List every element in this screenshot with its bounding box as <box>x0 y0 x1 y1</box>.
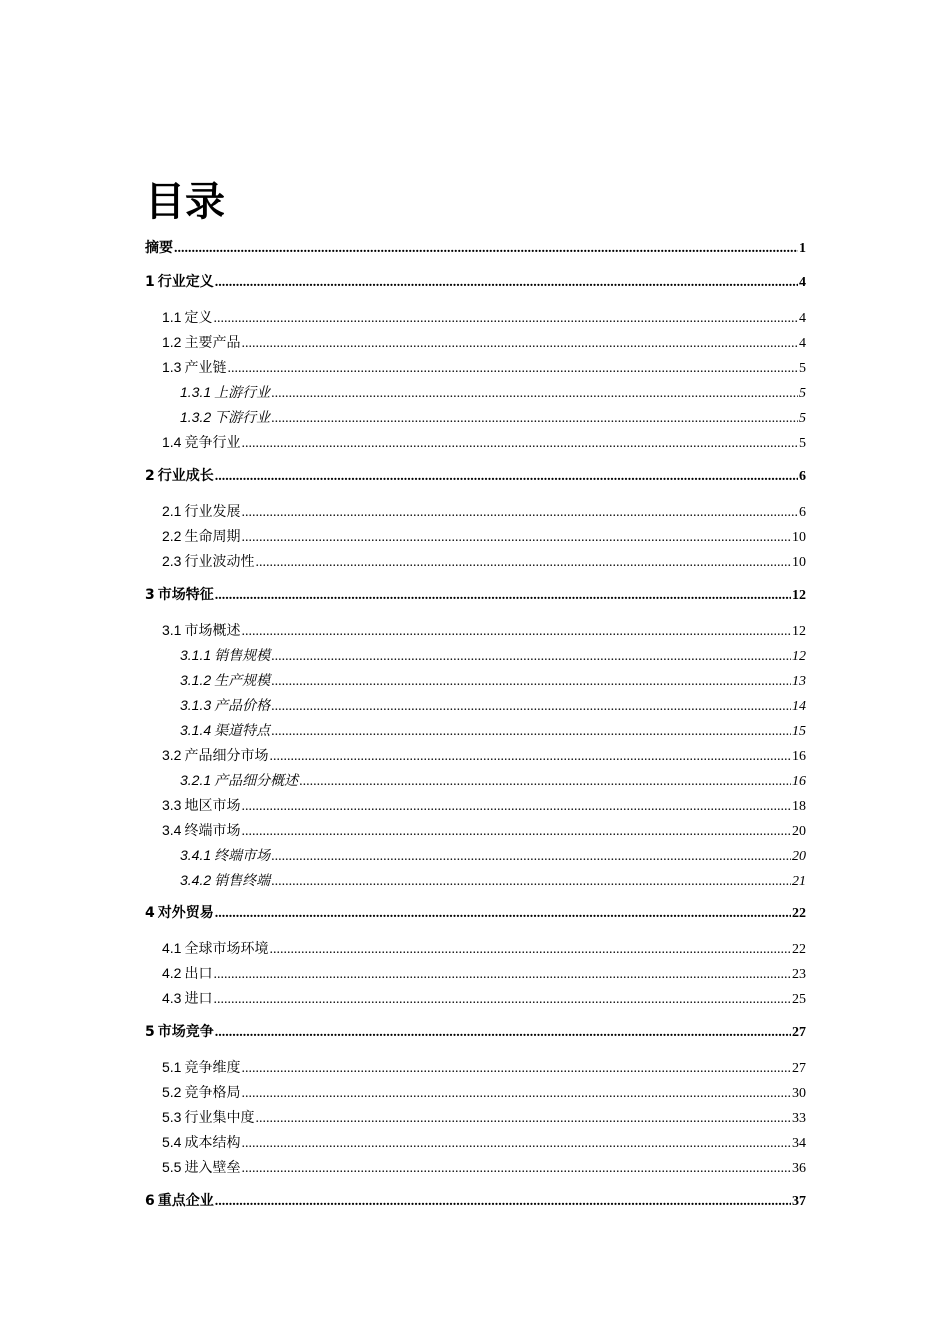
toc-entry-number: 1.4 <box>162 434 182 450</box>
toc-entry-page-number: 12 <box>792 649 806 664</box>
toc-entry-label: 进入壁垒 <box>184 1160 241 1176</box>
dot-leader <box>215 1192 791 1212</box>
toc-entry-page-number: 10 <box>792 555 806 570</box>
toc-entry-page-number: 22 <box>792 906 806 921</box>
toc-entry-page-number: 4 <box>799 275 806 290</box>
dot-leader <box>215 904 791 924</box>
dot-leader <box>213 965 791 985</box>
toc-entry-number: 3.4.2 <box>180 872 212 888</box>
toc-entry-number: 1.3.1 <box>180 384 212 400</box>
dot-leader <box>269 940 791 960</box>
toc-entry-page-number: 23 <box>792 967 806 982</box>
toc-entry-number: 3.3 <box>162 797 182 813</box>
toc-entry-label: 重点企业 <box>157 1193 214 1209</box>
toc-entry-number: 2.2 <box>162 528 182 544</box>
toc-entry-label: 产业链 <box>184 360 227 376</box>
toc-entry-number: 3.1.4 <box>180 722 212 738</box>
toc-entry-page-number: 27 <box>792 1061 806 1076</box>
toc-entry[interactable] <box>162 1157 806 1177</box>
toc-entry[interactable] <box>180 720 806 740</box>
dot-leader <box>215 467 798 487</box>
dot-leader <box>215 273 798 293</box>
dot-leader <box>215 1023 791 1043</box>
toc-entry-number: 4.1 <box>162 940 182 956</box>
toc-entry-number: 1 <box>145 274 155 290</box>
toc-entry[interactable] <box>162 432 806 452</box>
toc-entry-number: 3.1 <box>162 622 182 638</box>
toc-entry-number: 3.4 <box>162 822 182 838</box>
toc-entry-number: 3.2 <box>162 747 182 763</box>
toc-entry-label: 生命周期 <box>184 529 241 545</box>
toc-entry-number: 3.2.1 <box>180 772 212 788</box>
toc-entry-label: 行业波动性 <box>184 554 255 570</box>
toc-entry-label: 出口 <box>184 966 213 982</box>
toc-entry-label: 进口 <box>184 991 213 1007</box>
toc-entry-number: 3.1.3 <box>180 697 212 713</box>
toc-entry[interactable] <box>145 903 806 923</box>
toc-entry-number: 5.2 <box>162 1084 182 1100</box>
toc-entry-page-number: 6 <box>799 505 806 520</box>
toc-entry[interactable] <box>162 357 806 377</box>
toc-entry[interactable] <box>180 645 806 665</box>
toc-entry[interactable] <box>162 820 806 840</box>
toc-entry[interactable] <box>162 988 806 1008</box>
toc-entry-label: 竞争行业 <box>184 435 241 451</box>
toc-entry[interactable] <box>162 551 806 571</box>
dot-leader <box>213 309 798 329</box>
toc-entry[interactable] <box>162 526 806 546</box>
dot-leader <box>299 772 791 792</box>
toc-entry-label: 产品价格 <box>214 698 271 714</box>
toc-entry-page-number: 30 <box>792 1086 806 1101</box>
toc-entry-label: 产品细分概述 <box>214 773 299 789</box>
toc-entry-page-number: 36 <box>792 1161 806 1176</box>
toc-entry[interactable] <box>162 501 806 521</box>
dot-leader <box>271 872 791 892</box>
toc-entry-page-number: 20 <box>792 849 806 864</box>
toc-entry-page-number: 5 <box>799 386 806 401</box>
toc-entry-label: 全球市场环境 <box>184 941 269 957</box>
toc-entry-page-number: 34 <box>792 1136 806 1151</box>
toc-entry-label: 市场概述 <box>184 623 241 639</box>
toc-entry-page-number: 21 <box>792 874 806 889</box>
toc-entry-number: 6 <box>145 1193 155 1209</box>
toc-entry-page-number: 10 <box>792 530 806 545</box>
toc-entry[interactable] <box>162 745 806 765</box>
toc-entry-number: 5.4 <box>162 1134 182 1150</box>
toc-entry-label: 销售规模 <box>214 648 271 664</box>
toc-entry-page-number: 12 <box>792 588 806 603</box>
toc-entry-label: 成本结构 <box>184 1135 241 1151</box>
toc-entry[interactable] <box>180 845 806 865</box>
toc-entry-page-number: 22 <box>792 942 806 957</box>
toc-entry-label: 产品细分市场 <box>184 748 269 764</box>
toc-entry-page-number: 12 <box>792 624 806 639</box>
dot-leader <box>271 647 791 667</box>
toc-entry-number: 5.1 <box>162 1059 182 1075</box>
toc-entry-number: 4.3 <box>162 990 182 1006</box>
toc-entry-number: 1.1 <box>162 309 182 325</box>
dot-leader <box>241 528 791 548</box>
toc-entry-page-number: 4 <box>799 311 806 326</box>
toc-entry-number: 3.4.1 <box>180 847 212 863</box>
toc-entry-page-number: 5 <box>799 361 806 376</box>
dot-leader <box>213 990 791 1010</box>
toc-entry-number: 4.2 <box>162 965 182 981</box>
toc-entry-label: 竞争格局 <box>184 1085 241 1101</box>
dot-leader <box>241 434 798 454</box>
toc-entry-page-number: 16 <box>792 749 806 764</box>
toc-entry-page-number: 27 <box>792 1025 806 1040</box>
toc-entry-number: 4 <box>145 905 155 921</box>
toc-entry[interactable] <box>145 1022 806 1042</box>
toc-entry[interactable] <box>145 272 806 292</box>
toc-entry-page-number: 4 <box>799 336 806 351</box>
dot-leader <box>269 747 791 767</box>
dot-leader <box>255 1109 791 1129</box>
toc-entry-label: 渠道特点 <box>214 723 271 739</box>
toc-entry-page-number: 33 <box>792 1111 806 1126</box>
toc-entry-label: 行业发展 <box>184 504 241 520</box>
toc-entry-label: 销售终端 <box>214 873 271 889</box>
toc-entry[interactable] <box>162 1107 806 1127</box>
toc-entry[interactable] <box>162 938 806 958</box>
toc-entry-label: 市场特征 <box>157 587 214 603</box>
toc-entry[interactable] <box>145 466 806 486</box>
toc-entry[interactable] <box>162 620 806 640</box>
toc-entry[interactable] <box>162 963 806 983</box>
toc-entry-number: 3.1.2 <box>180 672 212 688</box>
toc-entry[interactable] <box>180 695 806 715</box>
toc-entry-number: 1.2 <box>162 334 182 350</box>
toc-entry[interactable] <box>162 332 806 352</box>
toc-entry-number: 5.5 <box>162 1159 182 1175</box>
dot-leader <box>255 553 791 573</box>
toc-entry[interactable] <box>145 238 806 258</box>
dot-leader <box>241 1159 791 1179</box>
toc-entry-label: 市场竞争 <box>157 1024 214 1040</box>
toc-entry-page-number: 5 <box>799 436 806 451</box>
page-title: 目录 <box>145 179 225 225</box>
dot-leader <box>271 384 798 404</box>
dot-leader <box>271 672 791 692</box>
dot-leader <box>271 697 791 717</box>
dot-leader <box>241 1134 791 1154</box>
toc-entry[interactable] <box>162 1132 806 1152</box>
toc-entry-number: 3.1.1 <box>180 647 212 663</box>
toc-entry[interactable] <box>180 770 806 790</box>
toc-entry-number: 2.3 <box>162 553 182 569</box>
toc-entry-page-number: 15 <box>792 724 806 739</box>
toc-entry-page-number: 20 <box>792 824 806 839</box>
toc-entry-number: 3 <box>145 587 155 603</box>
toc-entry-label: 行业集中度 <box>184 1110 255 1126</box>
dot-leader <box>241 797 791 817</box>
toc-entry-page-number: 1 <box>799 241 806 256</box>
dot-leader <box>241 334 798 354</box>
toc-entry-label: 主要产品 <box>184 335 241 351</box>
toc-entry-page-number: 13 <box>792 674 806 689</box>
toc-entry-label: 终端市场 <box>214 848 271 864</box>
toc-entry-label: 摘要 <box>145 240 173 256</box>
dot-leader <box>241 1084 791 1104</box>
toc-entry[interactable] <box>162 1082 806 1102</box>
dot-leader <box>241 503 798 523</box>
toc-entry-label: 上游行业 <box>214 385 271 401</box>
toc-entry-label: 行业成长 <box>157 468 214 484</box>
dot-leader <box>227 359 798 379</box>
dot-leader <box>174 239 798 259</box>
toc-entry-page-number: 14 <box>792 699 806 714</box>
toc-entry[interactable] <box>180 382 806 402</box>
toc-entry-label: 行业定义 <box>157 274 214 290</box>
toc-entry[interactable] <box>162 307 806 327</box>
toc-entry-page-number: 18 <box>792 799 806 814</box>
dot-leader <box>271 722 791 742</box>
toc-entry-page-number: 25 <box>792 992 806 1007</box>
toc-entry-number: 1.3 <box>162 359 182 375</box>
toc-entry-number: 5.3 <box>162 1109 182 1125</box>
toc-entry[interactable] <box>145 1191 806 1211</box>
toc-entry-label: 生产规模 <box>214 673 271 689</box>
dot-leader <box>271 409 798 429</box>
toc-entry-page-number: 37 <box>792 1194 806 1209</box>
toc-entry-label: 终端市场 <box>184 823 241 839</box>
toc-entry-label: 地区市场 <box>184 798 241 814</box>
toc-entry[interactable] <box>180 670 806 690</box>
toc-entry[interactable] <box>180 407 806 427</box>
toc-entry-number: 5 <box>145 1024 155 1040</box>
dot-leader <box>271 847 791 867</box>
toc-entry-label: 定义 <box>184 310 213 326</box>
toc-entry-number: 2.1 <box>162 503 182 519</box>
toc-entry-number: 1.3.2 <box>180 409 212 425</box>
toc-entry-page-number: 6 <box>799 469 806 484</box>
toc-entry-page-number: 16 <box>792 774 806 789</box>
toc-entry[interactable] <box>180 870 806 890</box>
toc-entry[interactable] <box>162 795 806 815</box>
toc-entry-number: 2 <box>145 468 155 484</box>
toc-entry-page-number: 5 <box>799 411 806 426</box>
toc-entry[interactable] <box>162 1057 806 1077</box>
dot-leader <box>215 586 791 606</box>
toc-entry[interactable] <box>145 585 806 605</box>
toc-entry-label: 下游行业 <box>214 410 271 426</box>
dot-leader <box>241 622 791 642</box>
toc-entry-label: 竞争维度 <box>184 1060 241 1076</box>
toc-entry-label: 对外贸易 <box>157 905 214 921</box>
dot-leader <box>241 1059 791 1079</box>
dot-leader <box>241 822 791 842</box>
